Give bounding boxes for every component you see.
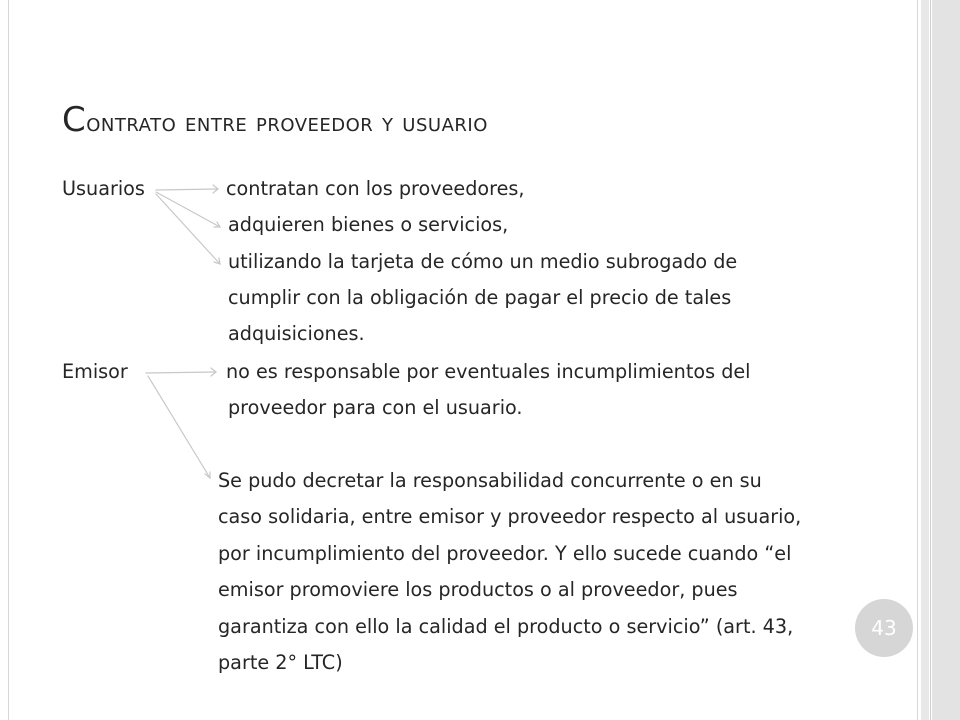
- emisor-note-line-2: caso solidaria, entre emisor y proveedor respecto al usuario,: [218, 505, 802, 528]
- usuarios-continuation-1: cumplir con la obligación de pagar el precio de tales: [228, 286, 732, 309]
- title-rest: ontrato entre proveedor y usuario: [86, 108, 488, 138]
- usuarios-item-1: contratan con los proveedores,: [226, 177, 525, 200]
- page-number-badge: [855, 599, 913, 657]
- usuarios-label: Usuarios: [62, 177, 145, 200]
- arrow-usuarios-1: [156, 185, 218, 193]
- emisor-note-line-4: emisor promoviere los productos o al proveedor, pues: [218, 578, 738, 601]
- title-initial: C: [62, 100, 87, 140]
- emisor-note-line-1: Se pudo decretar la responsabilidad concurrente o en su: [218, 469, 762, 492]
- arrow-usuarios-2: [156, 192, 220, 227]
- emisor-note-line-5: garantiza con ello la calidad el producto o servicio” (art. 43,: [218, 615, 794, 638]
- emisor-note-line-3: por incumplimiento del proveedor. Y ello sucede cuando “el: [218, 542, 792, 565]
- usuarios-continuation-2: adquisiciones.: [228, 322, 365, 345]
- page-number: 43: [871, 616, 897, 640]
- arrow-emisor-2: [148, 376, 210, 478]
- emisor-label: Emisor: [62, 360, 128, 383]
- arrow-emisor-1: [146, 368, 216, 376]
- usuarios-item-2: adquieren bienes o servicios,: [228, 213, 509, 236]
- emisor-item-1: no es responsable por eventuales incumplimientos del: [226, 360, 751, 383]
- emisor-item-2: proveedor para con el usuario.: [228, 396, 523, 419]
- emisor-note-line-6: parte 2° LTC): [218, 651, 343, 674]
- arrow-usuarios-3: [156, 194, 220, 264]
- usuarios-item-3: utilizando la tarjeta de cómo un medio subrogado de: [228, 250, 738, 273]
